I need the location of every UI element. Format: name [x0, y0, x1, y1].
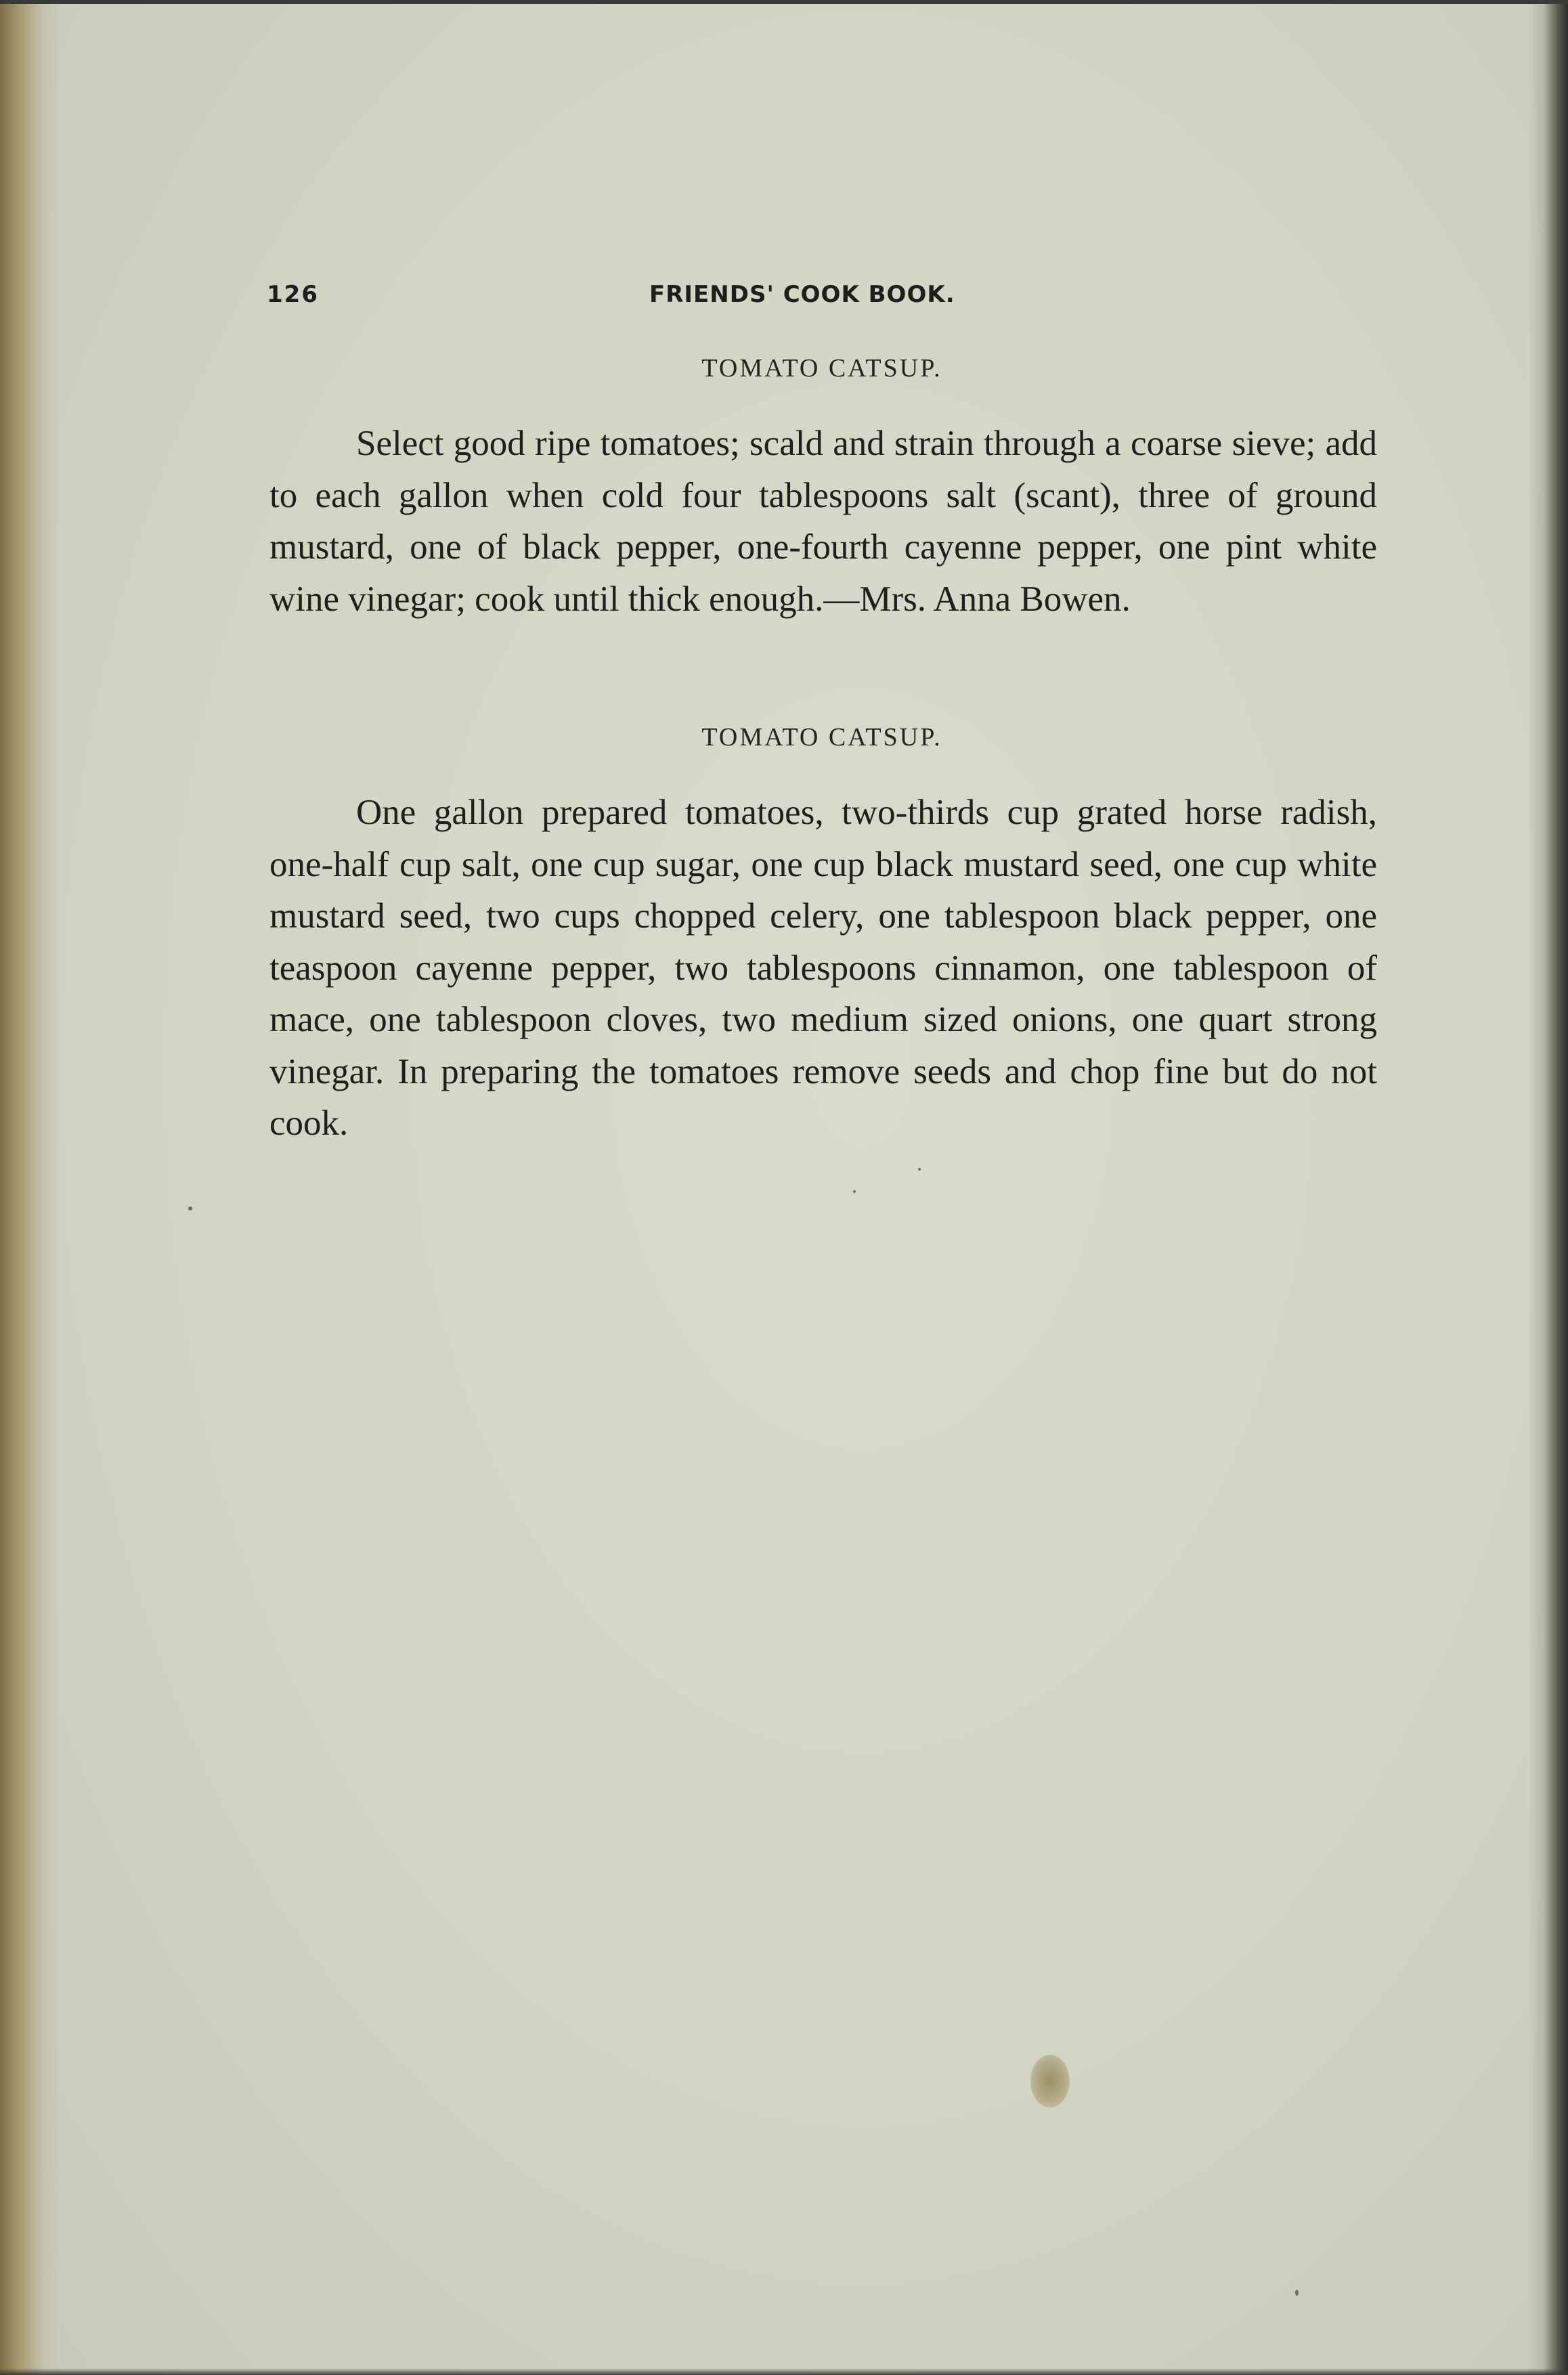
recipe-title: TOMATO CATSUP. — [701, 723, 942, 751]
page-number: 126 — [267, 281, 319, 308]
paper-speck — [188, 1206, 192, 1211]
page-right-edge — [1527, 0, 1568, 2375]
running-head — [267, 281, 1377, 322]
paper-speck — [1295, 2290, 1299, 2296]
page-top-edge — [0, 0, 1568, 4]
page-gutter — [0, 0, 61, 2375]
running-title: FRIENDS' COOK BOOK. — [649, 281, 955, 308]
recipe-body: Select good ripe tomatoes; scald and strain through a coarse sieve; add to each gallon when cold four tablespoons salt (scant), three of ground mustard, one of black pepper, one-fourth cayenne pepper, one pint white wine vinegar; cook until thick enough.—Mrs. Anna Bowen. — [269, 424, 1377, 619]
paper-stain — [1030, 2055, 1070, 2108]
paper-speck — [918, 1168, 921, 1171]
page-bottom-edge — [0, 2368, 1568, 2375]
recipe-body: One gallon prepared tomatoes, two-thirds cup grated horse radish, one-half cup salt, one cup sugar, one cup black mustard seed, one cup white mustard seed, two cups chopped celery, one tablespoon black pepper, one teaspoon cayenne pepper, two tablespoons cinnamon, one tablespoon of mace, one tablespoon cloves, two medium sized onions, one quart strong vinegar. In preparing the tomatoes remove seeds and chop fine but do not cook. — [269, 793, 1377, 1143]
paper-speck — [853, 1190, 856, 1193]
recipe-title: TOMATO CATSUP. — [701, 354, 942, 383]
